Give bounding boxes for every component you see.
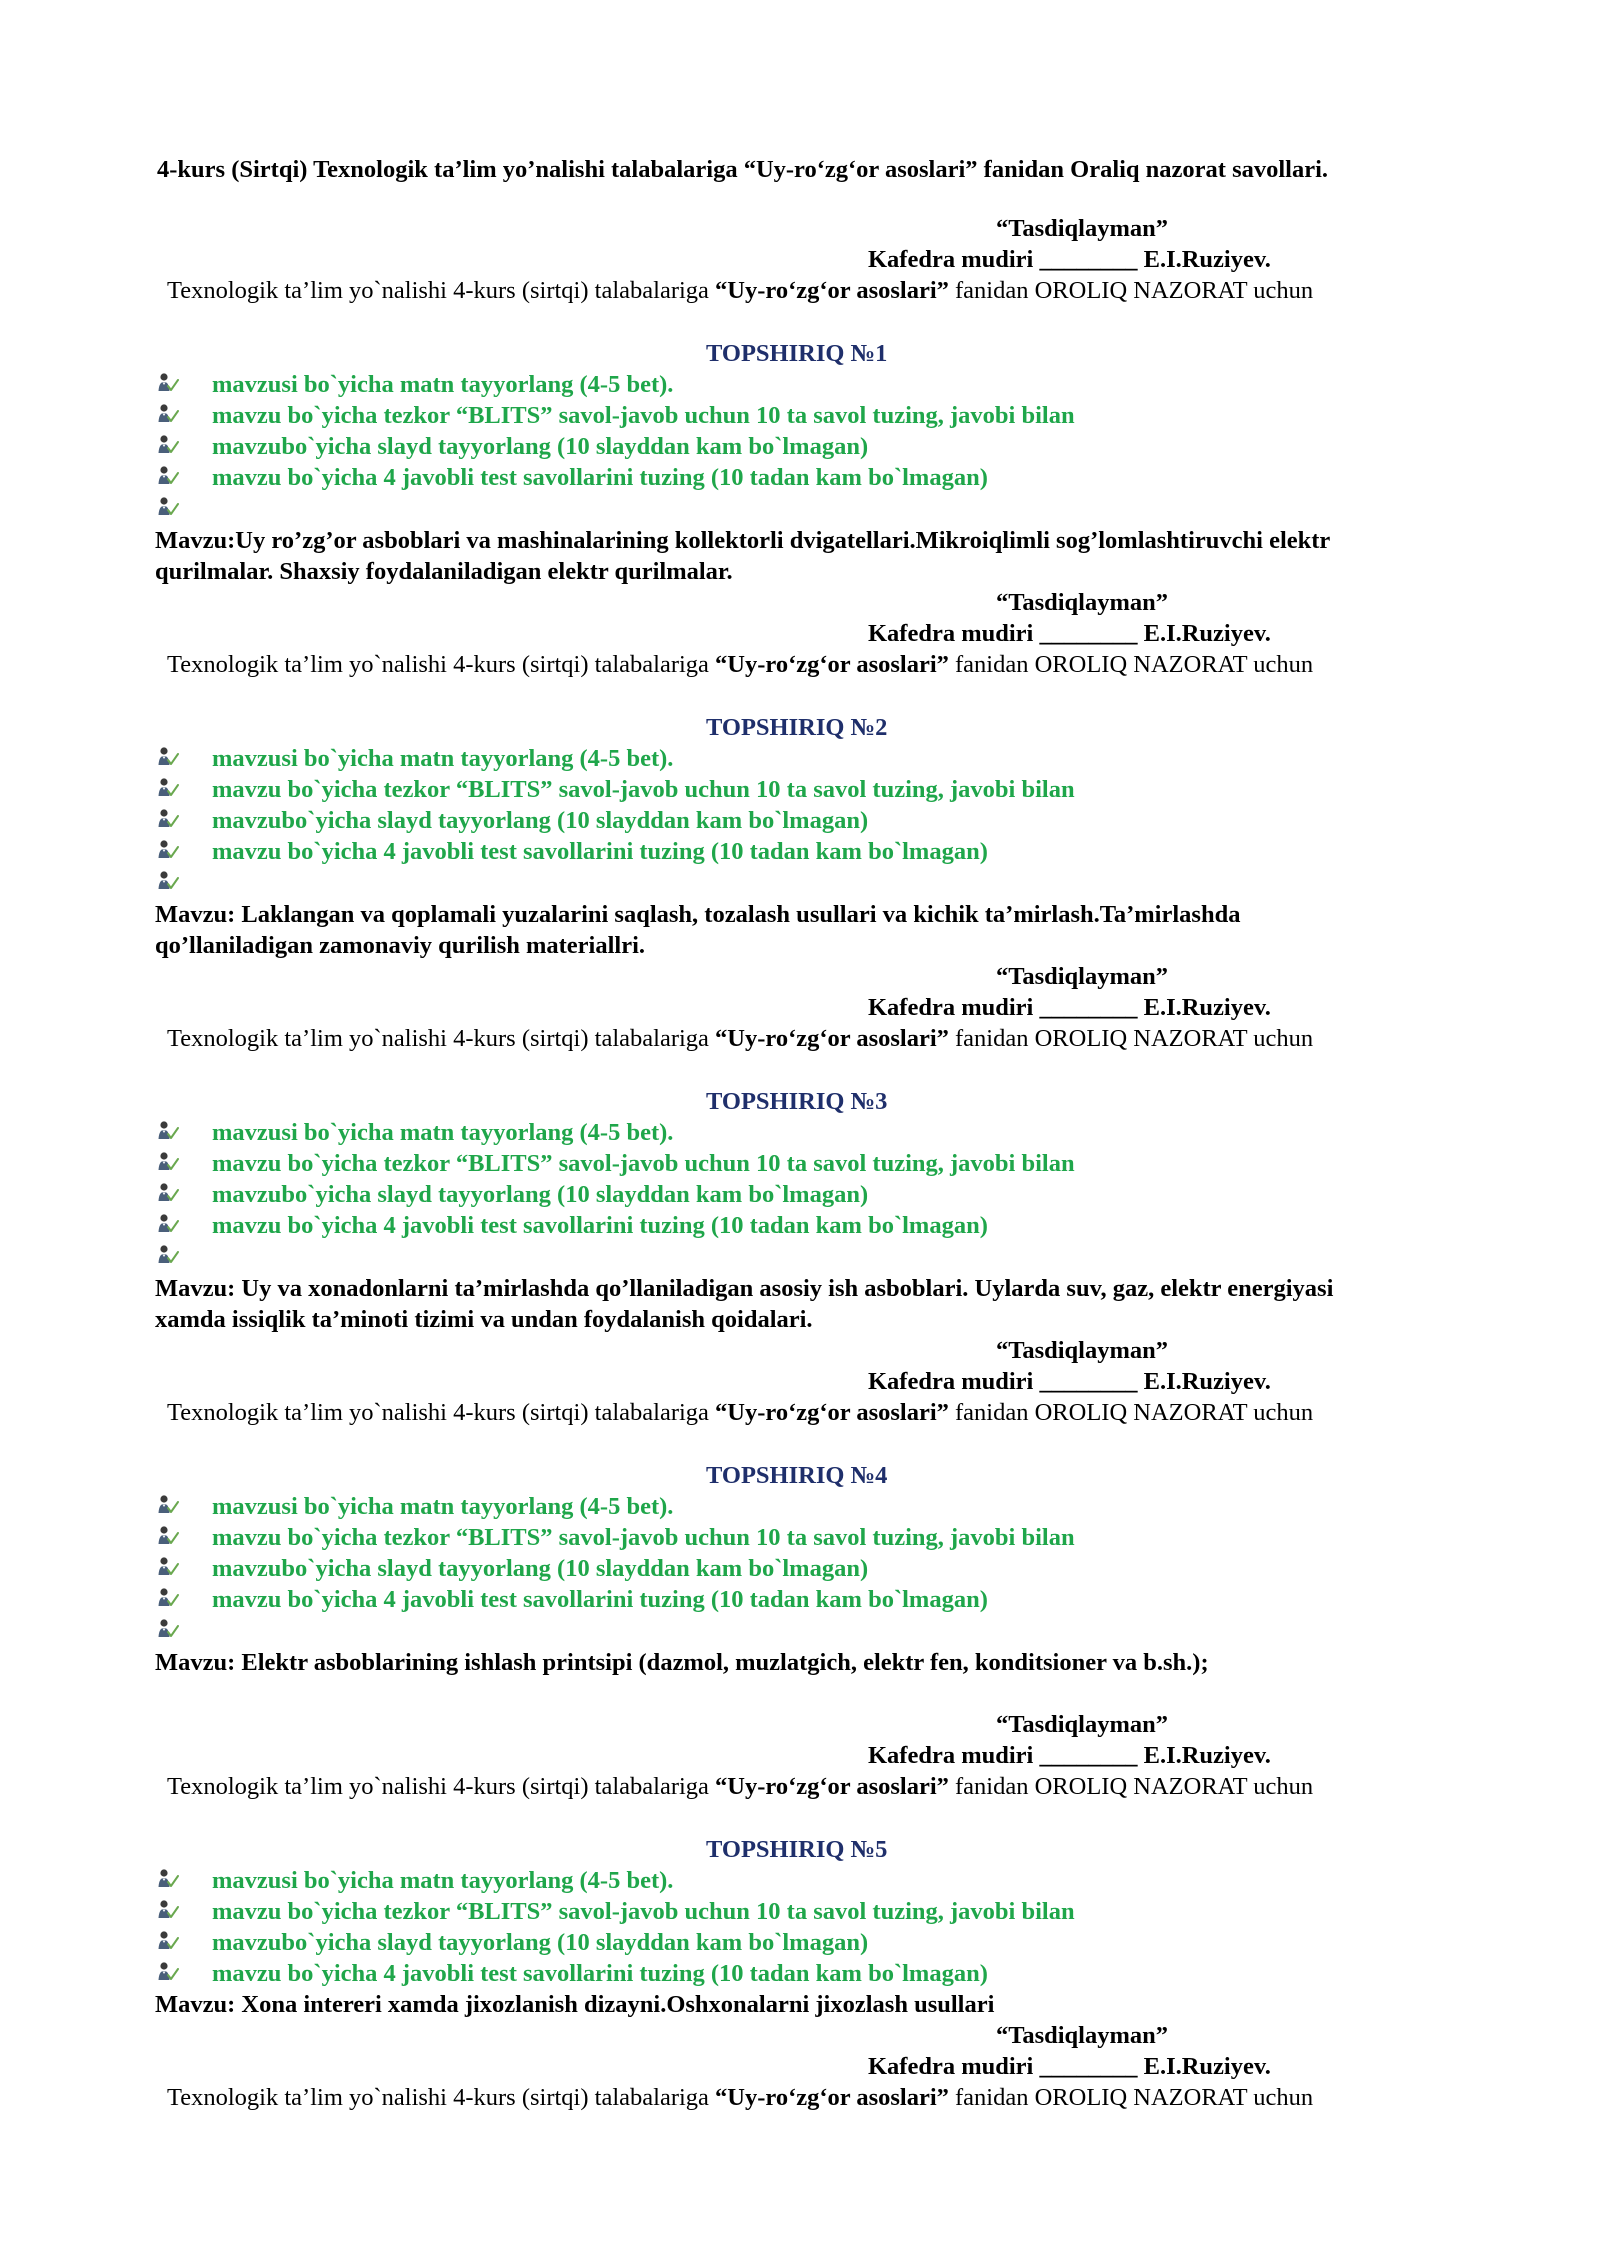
document-title: 4-kurs (Sirtqi) Texnologik ta’lim yo’nalishi talabalariga “Uy-ro‘zg‘or asoslari” fanidan Oraliq nazorat savollari.	[157, 156, 1329, 183]
approval-tasdiq: “Tasdiqlayman”	[996, 1337, 1169, 1364]
task-item: mavzu bo`yicha 4 javobli test savollarini tuzing (10 tadan kam bo`lmagan)	[212, 464, 988, 491]
intro-subject: “Uy-ro‘zg‘or asoslari”	[715, 651, 949, 678]
person-checkmark-icon	[156, 1120, 180, 1142]
person-checkmark-icon	[156, 1899, 180, 1921]
task-item: mavzu bo`yicha 4 javobli test savollarini tuzing (10 tadan kam bo`lmagan)	[212, 1212, 988, 1239]
approval-kafedra: Kafedra mudiri ________ E.I.Ruziyev.	[868, 2053, 1271, 2080]
task-topic: Mavzu: Xona intereri xamda jixozlanish dizayni.Oshxonalarni jixozlash usullari	[155, 1991, 995, 2018]
approval-tasdiq: “Tasdiqlayman”	[996, 963, 1169, 990]
person-checkmark-icon	[156, 1213, 180, 1235]
person-checkmark-icon	[156, 870, 180, 892]
task-item: mavzubo`yicha slayd tayyorlang (10 slayddan kam bo`lmagan)	[212, 1929, 869, 1956]
person-checkmark-icon	[156, 496, 180, 518]
task-item: mavzusi bo`yicha matn tayyorlang (4-5 bet).	[212, 1493, 674, 1520]
person-checkmark-icon	[156, 808, 180, 830]
task-title: TOPSHIRIQ №5	[706, 1836, 888, 1863]
intro-suffix: fanidan OROLIQ NAZORAT uchun	[948, 1399, 1314, 1426]
task-title: TOPSHIRIQ №4	[706, 1462, 888, 1489]
task-item: mavzubo`yicha slayd tayyorlang (10 slayddan kam bo`lmagan)	[212, 1181, 869, 1208]
approval-intro	[167, 649, 1313, 680]
person-checkmark-icon	[156, 1556, 180, 1578]
person-checkmark-icon	[156, 746, 180, 768]
task-item: mavzu bo`yicha tezkor “BLITS” savol-javob uchun 10 ta savol tuzing, javobi bilan	[212, 1524, 1075, 1551]
person-checkmark-icon	[156, 1587, 180, 1609]
person-checkmark-icon	[156, 1494, 180, 1516]
task-item: mavzusi bo`yicha matn tayyorlang (4-5 bet).	[212, 371, 674, 398]
task-topic: Mavzu:Uy ro’zg’or asboblari va mashinalarining kollektorli dvigatellari.Mikroiqlimli sog’lomlashtiruvchi elektr	[155, 527, 1331, 554]
person-checkmark-icon	[156, 465, 180, 487]
task-topic: qurilmalar. Shaxsiy foydalaniladigan elektr qurilmalar.	[155, 558, 733, 585]
task-item: mavzusi bo`yicha matn tayyorlang (4-5 bet).	[212, 1867, 674, 1894]
approval-intro	[167, 1397, 1313, 1428]
task-item: mavzubo`yicha slayd tayyorlang (10 slayddan kam bo`lmagan)	[212, 433, 869, 460]
intro-suffix: fanidan OROLIQ NAZORAT uchun	[948, 277, 1314, 304]
intro-subject: “Uy-ro‘zg‘or asoslari”	[715, 2084, 949, 2111]
task-topic: xamda issiqlik ta’minoti tizimi va undan foydalanish qoidalari.	[155, 1306, 813, 1333]
task-topic: Mavzu: Uy va xonadonlarni ta’mirlashda qo’llaniladigan asosiy ish asboblari. Uylarda suv, gaz, elektr energiyasi	[155, 1275, 1334, 1302]
task-item: mavzusi bo`yicha matn tayyorlang (4-5 bet).	[212, 1119, 674, 1146]
person-checkmark-icon	[156, 372, 180, 394]
intro-suffix: fanidan OROLIQ NAZORAT uchun	[948, 2084, 1314, 2111]
approval-kafedra: Kafedra mudiri ________ E.I.Ruziyev.	[868, 994, 1271, 1021]
person-checkmark-icon	[156, 434, 180, 456]
person-checkmark-icon	[156, 839, 180, 861]
task-topic: Mavzu: Elektr asboblarining ishlash printsipi (dazmol, muzlatgich, elektr fen, konditsioner va b.sh.);	[155, 1649, 1209, 1676]
intro-prefix: Texnologik ta’lim yo`nalishi 4-kurs (sirtqi) talabalariga	[167, 1399, 716, 1426]
intro-subject: “Uy-ro‘zg‘or asoslari”	[715, 277, 949, 304]
approval-intro	[167, 1771, 1313, 1802]
intro-prefix: Texnologik ta’lim yo`nalishi 4-kurs (sirtqi) talabalariga	[167, 1773, 716, 1800]
task-item: mavzu bo`yicha tezkor “BLITS” savol-javob uchun 10 ta savol tuzing, javobi bilan	[212, 1150, 1075, 1177]
approval-intro	[167, 275, 1313, 306]
task-item: mavzu bo`yicha 4 javobli test savollarini tuzing (10 tadan kam bo`lmagan)	[212, 1586, 988, 1613]
approval-tasdiq: “Tasdiqlayman”	[996, 2022, 1169, 2049]
intro-prefix: Texnologik ta’lim yo`nalishi 4-kurs (sirtqi) talabalariga	[167, 1025, 716, 1052]
person-checkmark-icon	[156, 777, 180, 799]
task-title: TOPSHIRIQ №1	[706, 340, 888, 367]
person-checkmark-icon	[156, 1151, 180, 1173]
intro-prefix: Texnologik ta’lim yo`nalishi 4-kurs (sirtqi) talabalariga	[167, 651, 716, 678]
person-checkmark-icon	[156, 1930, 180, 1952]
intro-subject: “Uy-ro‘zg‘or asoslari”	[715, 1773, 949, 1800]
task-topic: Mavzu: Laklangan va qoplamali yuzalarini saqlash, tozalash usullari va kichik ta’mirlash.Ta’mirlashda	[155, 901, 1241, 928]
intro-suffix: fanidan OROLIQ NAZORAT uchun	[948, 651, 1314, 678]
task-item: mavzu bo`yicha tezkor “BLITS” savol-javob uchun 10 ta savol tuzing, javobi bilan	[212, 1898, 1075, 1925]
task-item: mavzu bo`yicha 4 javobli test savollarini tuzing (10 tadan kam bo`lmagan)	[212, 1960, 988, 1987]
approval-kafedra: Kafedra mudiri ________ E.I.Ruziyev.	[868, 246, 1271, 273]
person-checkmark-icon	[156, 1182, 180, 1204]
task-item: mavzubo`yicha slayd tayyorlang (10 slayddan kam bo`lmagan)	[212, 807, 869, 834]
intro-suffix: fanidan OROLIQ NAZORAT uchun	[948, 1025, 1314, 1052]
task-item: mavzu bo`yicha tezkor “BLITS” savol-javob uchun 10 ta savol tuzing, javobi bilan	[212, 776, 1075, 803]
task-item: mavzubo`yicha slayd tayyorlang (10 slayddan kam bo`lmagan)	[212, 1555, 869, 1582]
approval-tasdiq: “Tasdiqlayman”	[996, 589, 1169, 616]
task-title: TOPSHIRIQ №3	[706, 1088, 888, 1115]
person-checkmark-icon	[156, 1618, 180, 1640]
approval-kafedra: Kafedra mudiri ________ E.I.Ruziyev.	[868, 620, 1271, 647]
intro-prefix: Texnologik ta’lim yo`nalishi 4-kurs (sirtqi) talabalariga	[167, 277, 716, 304]
intro-suffix: fanidan OROLIQ NAZORAT uchun	[948, 1773, 1314, 1800]
approval-kafedra: Kafedra mudiri ________ E.I.Ruziyev.	[868, 1368, 1271, 1395]
person-checkmark-icon	[156, 1244, 180, 1266]
approval-tasdiq: “Tasdiqlayman”	[996, 1711, 1169, 1738]
task-item: mavzusi bo`yicha matn tayyorlang (4-5 bet).	[212, 745, 674, 772]
approval-tasdiq: “Tasdiqlayman”	[996, 215, 1169, 242]
person-checkmark-icon	[156, 403, 180, 425]
task-item: mavzu bo`yicha tezkor “BLITS” savol-javob uchun 10 ta savol tuzing, javobi bilan	[212, 402, 1075, 429]
intro-prefix: Texnologik ta’lim yo`nalishi 4-kurs (sirtqi) talabalariga	[167, 2084, 716, 2111]
task-title: TOPSHIRIQ №2	[706, 714, 888, 741]
person-checkmark-icon	[156, 1868, 180, 1890]
person-checkmark-icon	[156, 1525, 180, 1547]
task-topic: qo’llaniladigan zamonaviy qurilish materiallri.	[155, 932, 646, 959]
approval-kafedra: Kafedra mudiri ________ E.I.Ruziyev.	[868, 1742, 1271, 1769]
task-item: mavzu bo`yicha 4 javobli test savollarini tuzing (10 tadan kam bo`lmagan)	[212, 838, 988, 865]
person-checkmark-icon	[156, 1961, 180, 1983]
approval-intro	[167, 1023, 1313, 1054]
approval-intro	[167, 2082, 1313, 2113]
intro-subject: “Uy-ro‘zg‘or asoslari”	[715, 1025, 949, 1052]
intro-subject: “Uy-ro‘zg‘or asoslari”	[715, 1399, 949, 1426]
